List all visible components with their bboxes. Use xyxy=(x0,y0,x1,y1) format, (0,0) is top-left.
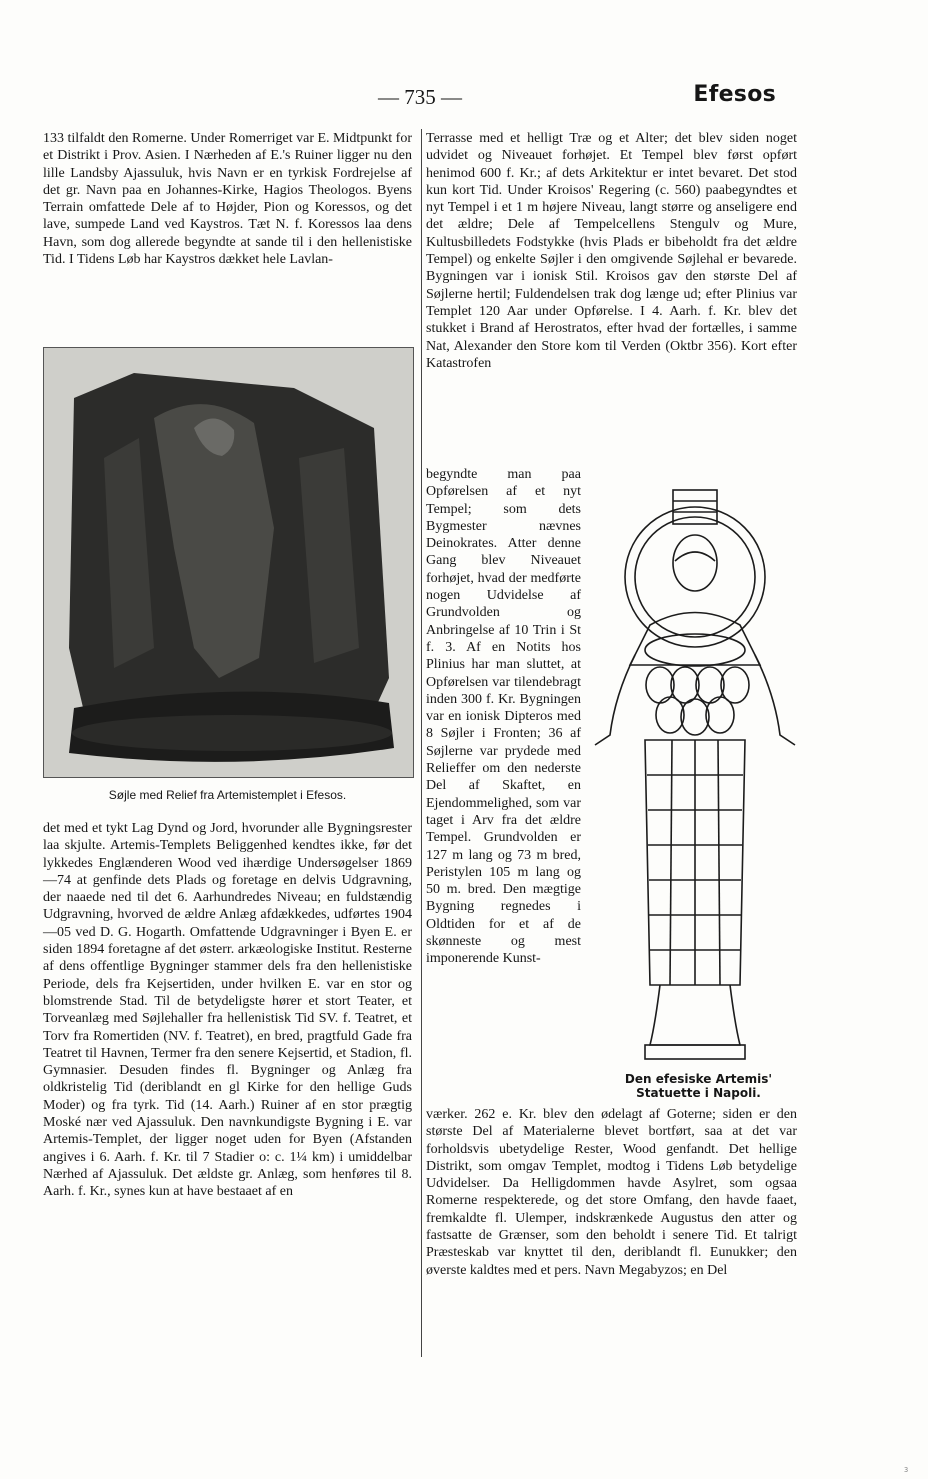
paragraph: begyndte man paa Opførelsen af et nyt Tempel; som dets Bygmester nævnes Deinokrates. Atter denne Gang blev Niveauet forhøjet, hvad der medførte nogen Udvidelse af Grundvolden og Anbringelse af 10 Trin i St f. 3. Af en Notits hos Plinius har man sluttet, at Opførelsen var tilendebragt inden 300 f. Kr. Bygningen var en ionisk Dipteros med 8 Søjler i Fronten; 36 af Søjlerne var prydede med Relieffer om den nederste Del af Skaftet, en Ejendommelighed, som var taget i Arv fra det ældre Tempel. Grundvolden er 127 m lang og 73 m bred, Peristylen 105 m lang og 50 m. bred. Den mægtige Bygning regnedes i Oldtiden for et af de skønneste og mest imponerende Kunst- xyxy=(426,467,581,967)
figure-caption-relief: Søjle med Relief fra Artemistemplet i Efesos. xyxy=(108,788,347,802)
page-title: Efesos xyxy=(693,82,776,107)
page-number: — 735 — xyxy=(378,85,462,109)
column-divider xyxy=(421,129,422,1357)
paragraph: Terrasse med et helligt Træ og et Alter; det blev siden noget udvidet og Niveauet forhøjet. Et Tempel blev først opført henimod 600 f. Kr.; af dets Arkitektur er intet bevaret. Det stod kun kort Tid. Under Kroisos' Regering (c. 560) paabegyndtes et nyt Tempel i et 1 m højere Niveau, langt større og anseligere end det ældre; Dele af Tempelcellens Stengulv og Mure, Kultusbilledets Fodstykke (hvis Plads er bibeholdt fra det ældre Tempel) og enkelte Søjler i den omgivende Søjlehal er bevarede. Bygningen var i ionisk Stil. Kroisos gav den største Del af Søjlerne hertil; Fuldendelsen trak dog længe ud; efter Plinius var Templet 120 Aar under Opførelse. I 4. Aarh. f. Kr. blev det stukket i Brand af Herostratos, efter hvad der fortælles, i samme Nat, Alexander den Store kom til Verden (Oktbr 356). Kort efter Katastrofen xyxy=(426,131,797,371)
scan-mark: 3 xyxy=(904,1466,909,1474)
column-1-text-bottom xyxy=(43,820,412,1201)
artemis-statuette-drawing xyxy=(590,485,800,1063)
column-2-text-bottom xyxy=(426,1106,797,1279)
paragraph: 133 tilfaldt den Romerne. Under Romerriget var E. Midtpunkt for et Distrikt i Prov. Asien. I Nærheden af E.'s Ruiner ligger nu den lille Landsby Ajassuluk, hvis Navn er en tyrkisk Fordrejelse af det gr. Navn paa en Johannes-Kirke, Hagios Theologos. Byens Terrain omfattede Dele af to Højder, Pion og Koressos, og det lave, sumpede Land ved Kaystros. Tæt N. f. Koressos laa dens Havn, som dog allerede begyndte at sande til i den hellenistiske Tid. I Tidens Løb har Kaystros dækket hele Lavlan- xyxy=(43,131,412,268)
figure-caption-statuette: Den efesiske Artemis' Statuette i Napoli. xyxy=(624,1072,773,1100)
paragraph: det med et tykt Lag Dynd og Jord, hvorunder alle Bygningsrester laa skjulte. Artemis-Templets Beliggenhed kendtes ikke, før det lykkedes Englænderen Wood ved ihærdige Undersøgelser 1869—74 at genfinde dets Plads og foretage en delvis Udgravning, der naaede ned til det 6. Aarhundredes Niveau; en fuldstændig Udgravning, hvorved de ældre Anlæg afdækkedes, udførtes 1904—05 ved D. G. Hogarth. Omfattende Udgravninger i Byen E. er siden 1894 foretagne af det østerr. arkæologiske Institut. Resterne af dens offentlige Bygninger stammer dels fra den hellenistiske Periode, dels fra Kejsertiden, under hvilken E. var en stor og blomstrende Stad. Til de betydeligste hører et stort Teater, et Torveanlæg med Søjlehaller fra hellenistisk Tid SV. f. Teatret, et Torv fra Romertiden (NV. f. Teatret), en bred, pragtfuld Gade fra Teatret til Havnen, Termer fra den senere Kejsertid, et Stadion, fl. Gymnasier. Desuden findes fl. Bygninger og Anlæg fra oldkristelig Tid (deriblandt en gl Kirke for den hellige Guds Moder) og fra tyrk. Tid (14. Aarh.) Ruiner af en stor prægtig Moské nær ved Ajassuluk. Den navnkundigste Bygning i E. var Artemis-Templet, der ligger noget uden for Byen (Afstanden angives i 6. Aarh. f. Kr. til 7 Stadier o: c. 1¼ km) i umiddelbar Nærhed af Ajassuluk. Det ældste gr. Anlæg, som henføres til 8. Aarh. f. Kr., synes kun at have bestaaet af en xyxy=(43,821,412,1200)
column-2-text-top xyxy=(426,130,797,372)
column-2-text-narrow xyxy=(426,466,581,968)
column-1-text-top xyxy=(43,130,412,268)
relief-photo xyxy=(43,347,414,778)
paragraph: værker. 262 e. Kr. blev den ødelagt af Goterne; siden er den største Del af Materialerne blevet bortført, saa at det var forholdsvis ubetydelige Rester, Wood genfandt. Det hellige Distrikt, som omgav Templet, modtog i Tidens Løb betydelige Udvidelser. Da Helligdommen havde Asylret, som ogsaa Romerne respekterede, og det store Omfang, den havde faaet, fremkaldte fl. Ulemper, indskrænkede Augustus den atter og fastsatte de Grænser, som den beholdt i senere Tid. Et talrigt Præsteskab var knyttet til den, deriblandt fl. Eunukker; den øverste kaldtes med et pers. Navn Megabyzos; en Del xyxy=(426,1107,797,1278)
